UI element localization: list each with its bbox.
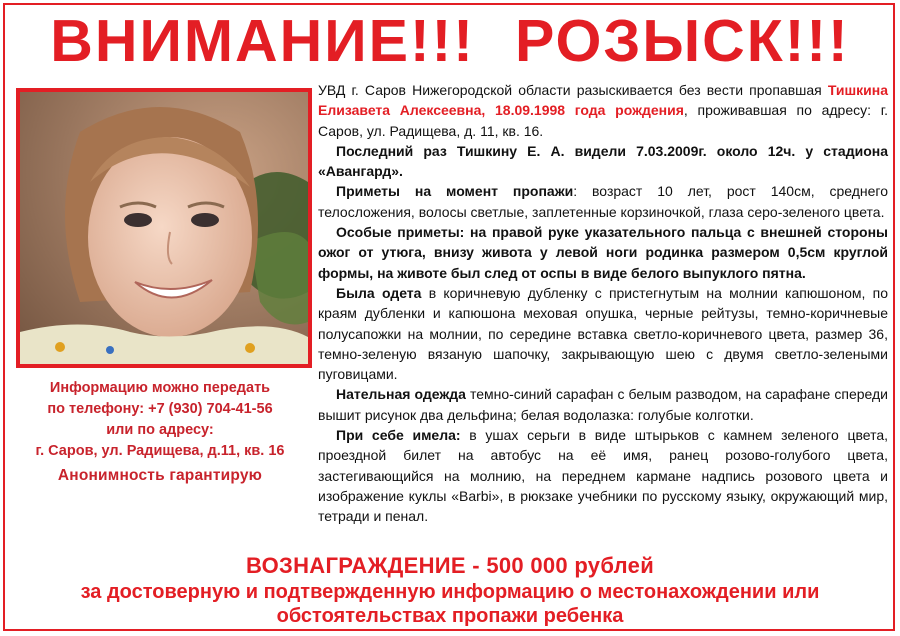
appearance-label: Приметы на момент пропажи	[336, 183, 574, 200]
reward-amount: ВОЗНАГРАЖДЕНИЕ - 500 000 рублей	[245, 553, 655, 578]
anonymity-note: Анонимность гарантирую	[57, 467, 263, 484]
contact-phone: по телефону: +7 (930) 704-41-56	[47, 401, 273, 417]
poster-title	[0, 6, 900, 76]
clothing-label: Была одета	[336, 284, 422, 301]
contact-line-3: или по адресу:	[106, 422, 214, 438]
special-marks-text: Особые приметы: на правой руке указательного пальца с внешней стороны ожог от утюга, внизу живота у левой ноги родинка размером 0,5см круглой формы, на животе был след от оспы в виде белого выпуклого пятна.	[318, 224, 888, 281]
underwear-label: Нательная одежда	[336, 386, 466, 403]
missing-person-photo	[20, 92, 308, 364]
paragraph-special-marks	[318, 222, 888, 283]
contact-info	[10, 378, 310, 486]
title-wanted: РОЗЫСК!!!	[514, 8, 850, 74]
appearance-text: : возраст 10 лет, рост 140см, среднего телосложения, волосы светлые, заплетенные корзиночкой, глаза серо-зеленого цвета.	[318, 183, 889, 220]
clothing-text: в коричневую дубленку с пристегнутым на молнии капюшоном, по краям дубленки и капюшона меховая опушка, черные рейтузы, темно-коричневые полусапожки на молнии, по середине вставка светло-коричневого цвета, размер 36, темно-зеленую вязаную шапочку, закрывающую шею с двумя светло-зелеными пуговицами.	[318, 284, 888, 383]
paragraph-last-seen	[318, 141, 888, 182]
reward-condition-2: обстоятельствах пропажи ребенка	[276, 605, 624, 627]
description-text	[318, 80, 888, 527]
missing-person-name: Тишкина Елизавета Алексеевна, 18.09.1998 года рождения	[318, 82, 888, 119]
paragraph-intro	[318, 80, 888, 141]
intro-address: , проживавшая по адресу: г. Саров, ул. Радищева, д. 11, кв. 16.	[318, 102, 888, 139]
paragraph-appearance	[318, 181, 888, 222]
paragraph-clothing	[318, 283, 888, 384]
reward-block	[0, 553, 900, 627]
contact-address: г. Саров, ул. Радищева, д.11, кв. 16	[35, 443, 285, 459]
reward-condition-1: за достоверную и подтвержденную информацию о местонахождении или	[80, 581, 820, 603]
girl-portrait	[20, 92, 308, 364]
belongings-text: в ушах серьги в виде штырьков с камнем зеленого цвета, проездной билет на автобус на её имя, ранец розово-голубого цвета, застегивающийся на молнию, на переднем кармане надпись розового цвета и изображение куклы «Barbi», в рюкзаке учебники по русскому языку, окружающий мир, тетради и пенал.	[318, 427, 889, 525]
last-seen-text: Последний раз Тишкину Е. А. видели 7.03.2009г. около 12ч. у стадиона «Авангард».	[318, 142, 888, 180]
intro-text: УВД г. Саров Нижегородской области разыскивается без вести пропавшая	[318, 82, 828, 98]
paragraph-underwear	[318, 384, 888, 425]
paragraph-belongings	[318, 425, 888, 526]
underwear-text: темно-синий сарафан с белым разводом, на сарафане спереди вышит рисунок два дельфина; белая водолазка: голубые колготки.	[318, 386, 888, 423]
belongings-label: При себе имела:	[336, 427, 461, 444]
title-attention: ВНИМАНИЕ!!!	[50, 8, 475, 74]
contact-line-1: Информацию можно передать	[49, 380, 271, 396]
